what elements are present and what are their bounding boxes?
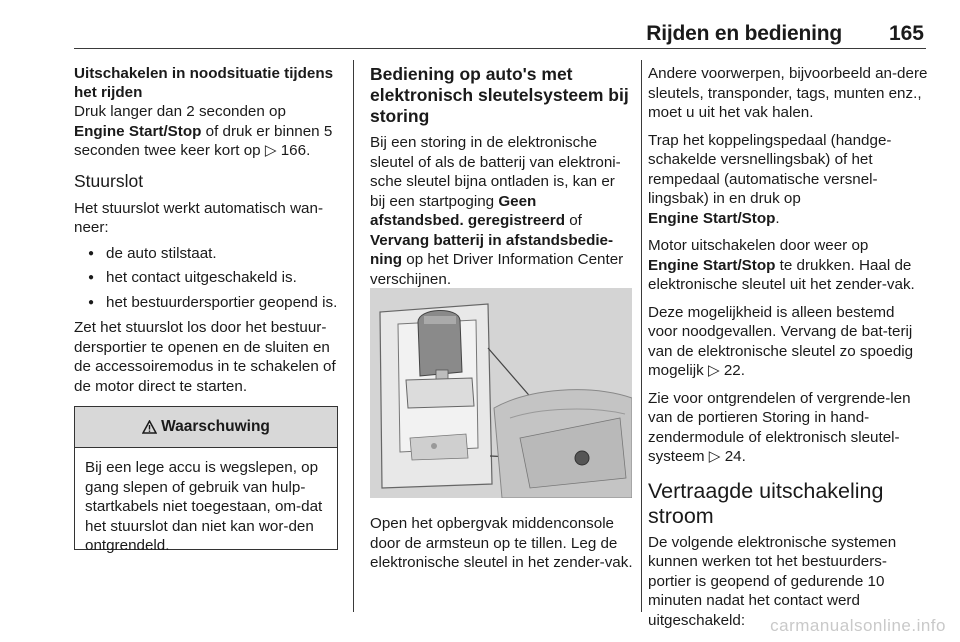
paragraph-steering-lock: Het stuurslot werkt automatisch wan-neer: [74, 199, 323, 236]
column-2-lower [370, 514, 634, 581]
column-3 [648, 64, 928, 638]
column-1 [74, 64, 344, 404]
heading-emergency-off: Uitschakelen in noodsituatie tijdens het rijden [74, 65, 334, 101]
heading-steering-lock: Stuurslot [74, 170, 144, 191]
console-storage-illustration [370, 288, 632, 498]
list-item: ● de auto stilstaat. [74, 244, 344, 264]
condition-list [74, 244, 344, 313]
page-ref-arrow-icon: ▷ [708, 448, 721, 465]
paragraph-other-objects: Andere voorwerpen, bijvoorbeeld an-dere sleutels, transponder, tags, munten enz., moet u uit het vak halen. [648, 65, 928, 121]
page-header [74, 18, 926, 49]
paragraph-release-lock: Zet het stuurslot los door het bestuur-dersportier te openen en de sluiten en de accessoiremodus in te schakelen of de motor direct te starten. [74, 319, 336, 395]
heading-delayed-power-off: Vertraagde uitschakeling stroom [648, 478, 884, 528]
list-item: ● het bestuurdersportier geopend is. [74, 293, 344, 313]
paragraph-emergency-only: Deze mogelijkheid is alleen bestemd voor noodgevallen. Vervang de bat-terij van de elektronische sleutel zo spoedig mogelijk ▷ 22. [648, 303, 914, 379]
page-ref-arrow-icon: ▷ [264, 142, 277, 159]
watermark: carmanualsonline.info [770, 616, 946, 635]
page-ref: 166. [280, 142, 311, 159]
page-ref: 22. [723, 362, 745, 379]
warning-box [74, 406, 338, 554]
button-name-engine-start-stop: Engine Start/Stop [74, 122, 202, 140]
warning-triangle-icon [142, 420, 157, 434]
paragraph-press-pedal: Trap het koppelingspedaal (handge-schakelde versnellingsbak) of het rempedaal (automatische versnel-lingsbak) in en druk op Engine Start/Stop. [648, 131, 892, 227]
page-number: 165 [888, 22, 924, 45]
warning-body: Bij een lege accu is wegslepen, op gang slepen of gebruik van hulp-startkabels niet toegestaan, om-dat het stuurslot dan niet kan wor-den ontgrendeld. [85, 459, 323, 554]
paragraph-open-storage: Open het opbergvak middenconsole door de armsteun op te tillen. Leg de elektronische sleutel in het zender-vak. [370, 515, 633, 571]
paragraph-emergency-off: Druk langer dan 2 seconden op Engine Start/Stop of druk er binnen 5 seconden twee keer kort op ▷ 166. [74, 103, 333, 159]
column-divider-1 [353, 60, 354, 612]
paragraph-delayed-power-off: De volgende elektronische systemen kunnen werken tot het bestuurders-portier is geopend of gedurende 10 minuten nadat het contact werd uitgeschakeld: [648, 533, 897, 629]
column-2 [370, 64, 634, 297]
paragraph-key-failure: Bij een storing in de elektronische sleutel of als de batterij van elektroni-sche sleutel bijna ontladen is, kan er bij een startpoging Geen afstandsbed. geregistreerd of Vervang batterij in afstandsbedie-ning op het Driver Information Center verschijnen. [370, 134, 624, 288]
column-divider-2 [641, 60, 642, 612]
page-ref: 24. [724, 448, 746, 465]
warning-header [75, 407, 337, 448]
list-item: ● het contact uitgeschakeld is. [74, 268, 344, 288]
heading-key-failure: Bediening op auto's met elektronisch sleutelsysteem bij storing [370, 64, 629, 126]
page-ref-arrow-icon: ▷ [707, 362, 720, 379]
section-title: Rijden en bediening [646, 22, 842, 45]
warning-title: Waarschuwing [161, 418, 270, 435]
paragraph-engine-off: Motor uitschakelen door weer op Engine Start/Stop te drukken. Haal de elektronische sleutel uit het zender-vak. [648, 237, 915, 293]
paragraph-unlock-info: Zie voor ontgrendelen of vergrende-len van de portieren Storing in hand-zendermodule of elektronisch sleutel-systeem ▷ 24. [648, 389, 911, 465]
